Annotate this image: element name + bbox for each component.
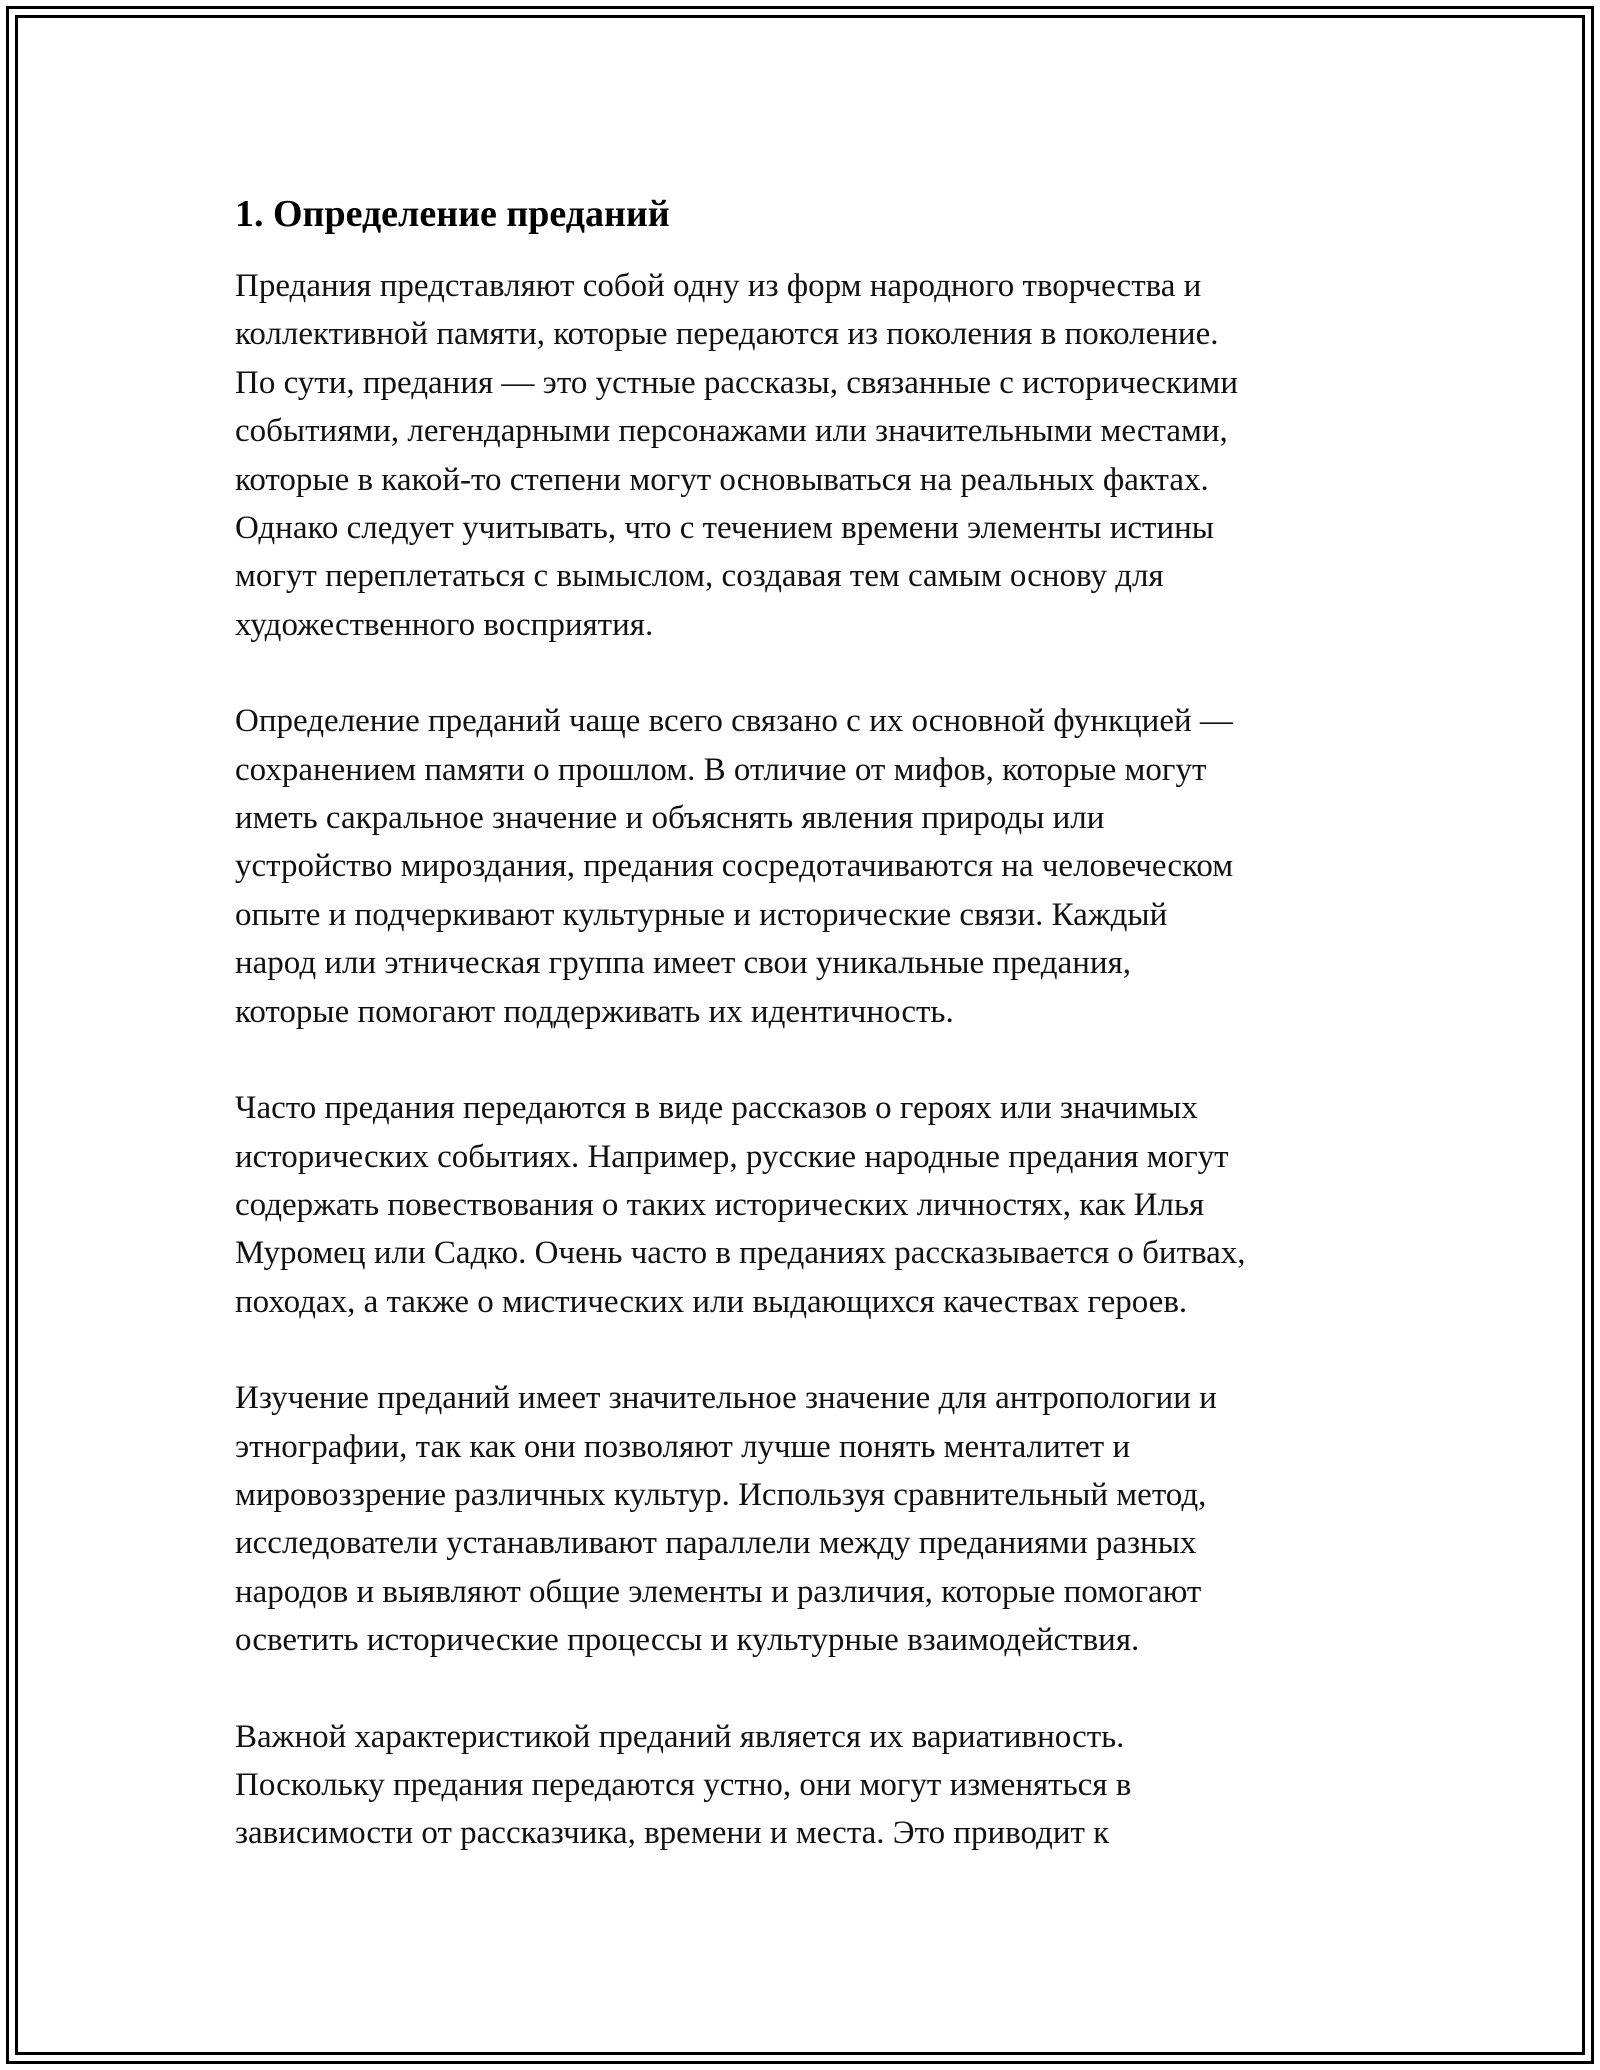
paragraph-5 bbox=[235, 1713, 1395, 1858]
text-line: Часто предания передаются в виде рассказов о героях или значимых bbox=[235, 1090, 1198, 1127]
paragraph-2 bbox=[235, 697, 1395, 1036]
text-line: Важной характеристикой преданий является их вариативность. bbox=[235, 1718, 1125, 1755]
text-line: Поскольку предания передаются устно, они могут изменяться в bbox=[235, 1766, 1132, 1803]
text-line: По сути, предания — это устные рассказы, связанные с историческими bbox=[235, 364, 1239, 401]
text-line: зависимости от рассказчика, времени и места. Это приводит к bbox=[235, 1815, 1110, 1852]
text-line: народов и выявляют общие элементы и различия, которые помогают bbox=[235, 1573, 1202, 1610]
text-line: Определение преданий чаще всего связано с их основной функцией — bbox=[235, 703, 1233, 740]
document-body bbox=[235, 188, 1395, 1906]
text-line: Муромец или Садко. Очень часто в преданиях рассказывается о битвах, bbox=[235, 1235, 1246, 1272]
text-line: могут переплетаться с вымыслом, создавая тем самым основу для bbox=[235, 558, 1164, 595]
text-line: походах, а также о мистических или выдающихся качествах героев. bbox=[235, 1283, 1188, 1320]
text-line: народ или этническая группа имеет свои уникальные предания, bbox=[235, 945, 1131, 982]
paragraph-4 bbox=[235, 1374, 1395, 1664]
text-line: Однако следует учитывать, что с течением времени элементы истины bbox=[235, 510, 1214, 547]
text-line: сохранением памяти о прошлом. В отличие от мифов, которые могут bbox=[235, 751, 1207, 788]
text-line: этнографии, так как они позволяют лучше понять менталитет и bbox=[235, 1428, 1131, 1465]
text-line: исторических событиях. Например, русские народные предания могут bbox=[235, 1138, 1229, 1175]
text-line: осветить исторические процессы и культурные взаимодействия. bbox=[235, 1622, 1140, 1659]
paragraph-3 bbox=[235, 1084, 1395, 1326]
text-line: художественного восприятия. bbox=[235, 606, 654, 643]
paragraph-1 bbox=[235, 262, 1395, 649]
text-line: которые помогают поддерживать их идентичность. bbox=[235, 993, 954, 1030]
text-line: исследователи устанавливают параллели между преданиями разных bbox=[235, 1525, 1197, 1562]
text-line: Предания представляют собой одну из форм народного творчества и bbox=[235, 268, 1202, 304]
text-line: Изучение преданий имеет значительное значение для антропологии и bbox=[235, 1380, 1217, 1417]
text-line: иметь сакральное значение и объяснять явления природы или bbox=[235, 800, 1105, 837]
text-line: мировоззрение различных культур. Используя сравнительный метод, bbox=[235, 1476, 1207, 1513]
section-heading: 1. Определение преданий bbox=[235, 193, 670, 235]
text-line: опыте и подчеркивают культурные и исторические связи. Каждый bbox=[235, 896, 1168, 933]
text-line: устройство мироздания, предания сосредотачиваются на человеческом bbox=[235, 848, 1234, 885]
text-line: которые в какой-то степени могут основываться на реальных фактах. bbox=[235, 461, 1209, 498]
text-line: событиями, легендарными персонажами или значительными местами, bbox=[235, 413, 1228, 450]
text-line: содержать повествования о таких исторических личностях, как Илья bbox=[235, 1186, 1205, 1223]
text-line: коллективной памяти, которые передаются из поколения в поколение. bbox=[235, 316, 1219, 353]
